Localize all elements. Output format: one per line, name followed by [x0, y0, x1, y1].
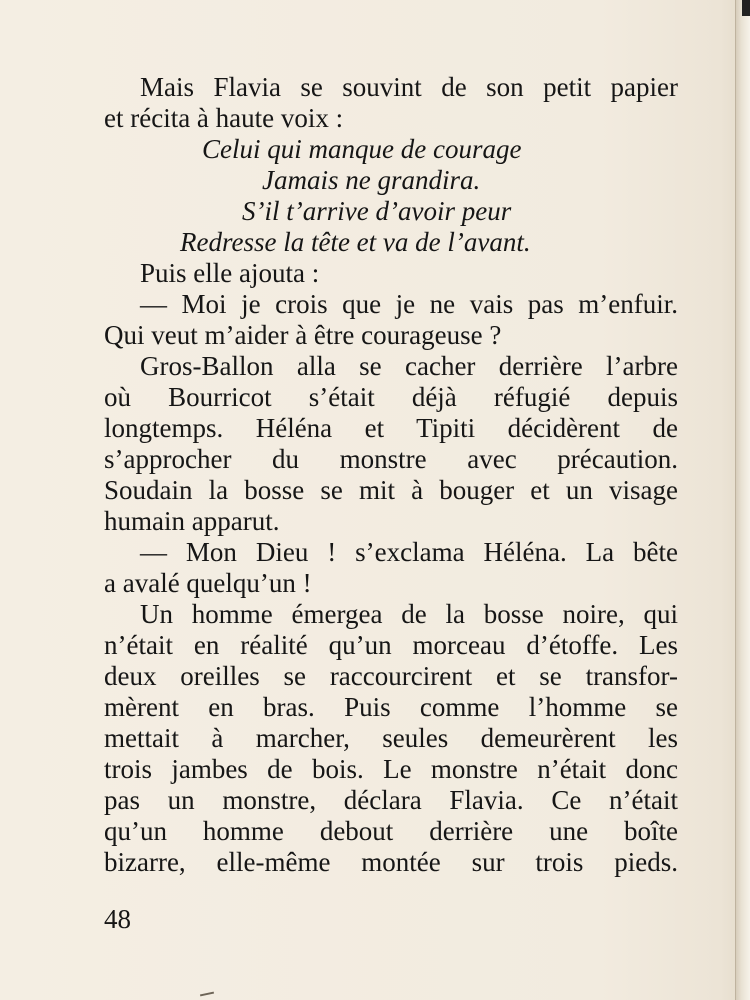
text-line: longtemps. Héléna et Tipiti décidèrent de	[104, 413, 678, 443]
page-edge	[735, 0, 750, 1000]
text-line: Un homme émergea de la bosse noire, qui	[140, 599, 678, 629]
page-edge-mark	[742, 0, 750, 16]
text-line: humain apparut.	[104, 506, 280, 536]
page-number: 48	[104, 904, 131, 934]
text-line: s’approcher du monstre avec précaution.	[104, 444, 678, 474]
poem-line: Redresse la tête et va de l’avant.	[180, 227, 531, 257]
text-line: deux oreilles se raccourcirent et se transfor-	[104, 661, 678, 691]
text-line: qu’un homme debout derrière une boîte	[104, 816, 678, 846]
text-line: — Mon Dieu ! s’exclama Héléna. La bête	[140, 537, 678, 567]
text-line: Gros-Ballon alla se cacher derrière l’arbre	[140, 351, 678, 381]
text-line: pas un monstre, déclara Flavia. Ce n’était	[104, 785, 678, 815]
poem-line: Celui qui manque de courage	[202, 134, 522, 164]
text-line: — Moi je crois que je ne vais pas m’enfuir.	[140, 289, 678, 319]
poem-line: Jamais ne grandira.	[262, 165, 481, 195]
text-line: n’était en réalité qu’un morceau d’étoffe. Les	[104, 630, 678, 660]
text-line: Mais Flavia se souvint de son petit papier	[140, 72, 678, 102]
ink-smudge	[200, 992, 214, 997]
text-line: Qui veut m’aider à être courageuse ?	[104, 320, 502, 350]
text-line: bizarre, elle-même montée sur trois pieds.	[104, 847, 678, 877]
text-line: où Bourricot s’était déjà réfugié depuis	[104, 382, 678, 412]
text-line: Soudain la bosse se mit à bouger et un visage	[104, 475, 678, 505]
body-text	[104, 72, 678, 878]
text-line: trois jambes de bois. Le monstre n’était donc	[104, 754, 678, 784]
text-line: mettait à marcher, seules demeurèrent les	[104, 723, 678, 753]
text-line: mèrent en bras. Puis comme l’homme se	[104, 692, 678, 722]
text-line: et récita à haute voix :	[104, 103, 344, 133]
poem-line: S’il t’arrive d’avoir peur	[242, 196, 512, 226]
text-line: a avalé quelqu’un !	[104, 568, 312, 598]
text-line: Puis elle ajouta :	[140, 258, 320, 288]
